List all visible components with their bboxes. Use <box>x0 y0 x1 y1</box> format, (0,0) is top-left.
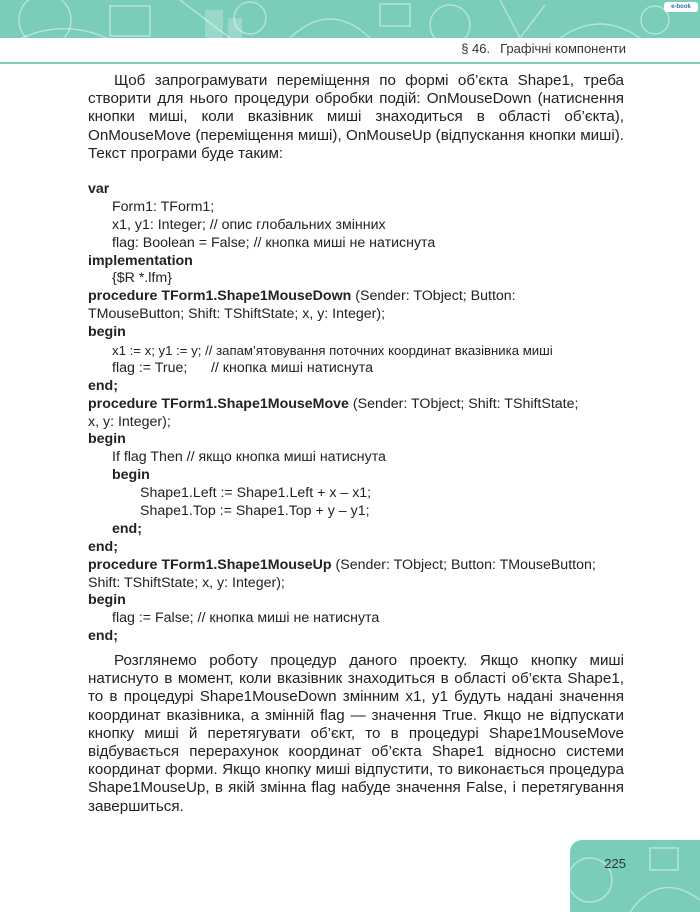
page-number: 225 <box>604 856 626 871</box>
code-line: {$R *.lfm} <box>112 270 172 287</box>
code-line: implementation <box>88 252 193 269</box>
code-keyword: procedure TForm1.Shape1MouseMove <box>88 395 349 412</box>
code-line: Shape1.Left := Shape1.Left + x – x1; <box>140 485 372 502</box>
code-line <box>88 396 628 414</box>
code-line: flag := False; // кнопка миші не натиснута <box>112 610 380 627</box>
page-number-tab <box>570 840 700 912</box>
code-params: (Sender: TObject; Button: TMouseButton; <box>331 556 596 573</box>
code-line: x1 := x; y1 := y; // запам’ятовування поточних координат вказівника миші <box>112 343 553 359</box>
code-line: var <box>88 181 110 197</box>
section-heading <box>461 41 626 56</box>
code-line: end; <box>88 628 118 645</box>
code-params: (Sender: TObject; Shift: TShiftState; <box>348 395 579 412</box>
code-line: end; <box>88 538 118 555</box>
code-line: end; <box>112 520 142 537</box>
publisher-logo: e-book <box>664 2 698 12</box>
tab-pattern-icon <box>570 840 700 912</box>
code-line: flag := True; // кнопка миші натиснута <box>112 359 373 376</box>
code-line: x, y: Integer); <box>88 413 171 430</box>
header-decor-band <box>0 0 700 64</box>
code-line: flag: Boolean = False; // кнопка миші не натиснута <box>112 234 436 251</box>
code-line: If flag Then // якщо кнопка миші натиснута <box>112 449 386 466</box>
code-line: begin <box>112 467 150 484</box>
code-line: end; <box>88 377 118 394</box>
code-line: Shape1.Top := Shape1.Top + y – y1; <box>140 503 370 520</box>
section-title: Графічні компоненти <box>500 41 626 56</box>
section-number: § 46. <box>461 41 491 56</box>
code-listing <box>88 181 628 646</box>
code-keyword: procedure TForm1.Shape1MouseUp <box>88 556 332 573</box>
code-line <box>88 557 628 575</box>
code-line <box>88 288 628 306</box>
intro-paragraph: Щоб запрограмувати переміщення по формі об’єкта Shape1, треба створити для нього процедури обробки подій: OnMouseDown (натиснення кнопки миші, коли вказівник миші знаходиться в області об’єкта), OnMouseMove (переміщення миші), OnMouseUp (відпускання кнопки миші). Текст програми буде таким: <box>88 72 624 162</box>
code-line: Form1: TForm1; <box>112 198 215 215</box>
conclusion-paragraph: Розглянемо роботу процедур даного проекту. Якщо кнопку миші натиснуто в момент, коли вказівник знаходиться в області об’єкта Shape1, то в процедурі Shape1MouseDown змінним x1, y1 будуть надані значення координат вказівника, а змінній flag — значення True. Якщо не відпускати кнопку миші й перетягувати об’єкт, то в процедурі Shape1MouseMove відбувається перерахунок координат об’єкта Shape1 відносно системи координат форми. Якщо кнопку миші відпустити, то виконається процедура Shape1MouseUp, в якій змінна flag набуде значення False, і перетягування завершиться. <box>88 652 624 815</box>
code-line: begin <box>88 431 126 448</box>
code-params: (Sender: TObject; Button: <box>351 288 516 305</box>
code-line: begin <box>88 324 126 341</box>
code-keyword: procedure TForm1.Shape1MouseDown <box>88 288 352 305</box>
code-line: Shift: TShiftState; x, y: Integer); <box>88 574 285 591</box>
code-line: x1, y1: Integer; // опис глобальних змінних <box>112 216 386 233</box>
code-line: begin <box>88 592 126 609</box>
code-line: TMouseButton; Shift: TShiftState; x, y: Integer); <box>88 306 386 323</box>
